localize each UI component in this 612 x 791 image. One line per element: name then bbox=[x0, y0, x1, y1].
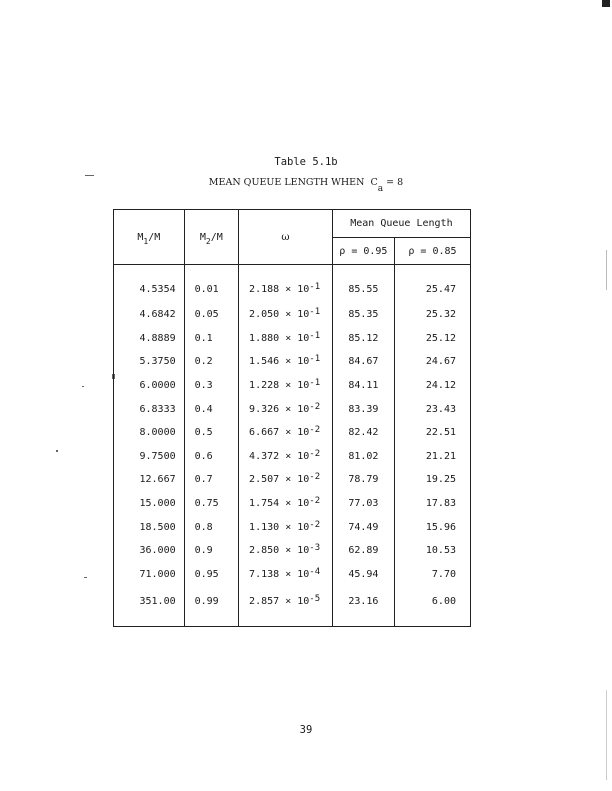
table-row bbox=[114, 539, 471, 563]
cell-m2-m: 0.6 bbox=[184, 445, 238, 469]
cell-q-rho-085: 25.32 bbox=[394, 303, 470, 327]
scan-speck bbox=[56, 450, 58, 452]
cell-m2-m: 0.95 bbox=[184, 563, 238, 587]
cell-omega: $2.507 \times 10^{-2}$ bbox=[239, 468, 333, 492]
subtitle-prefix: MEAN QUEUE LENGTH WHEN bbox=[208, 177, 365, 188]
cell-m1-m: 36.000 bbox=[114, 539, 185, 563]
cell-q-rho-085: 6.00 bbox=[394, 586, 470, 627]
cell-q-rho-085: 23.43 bbox=[394, 397, 470, 421]
cell-q-rho-095: 85.35 bbox=[332, 303, 394, 327]
table-row bbox=[114, 468, 471, 492]
table-row bbox=[114, 445, 471, 469]
cell-q-rho-095: 78.79 bbox=[332, 468, 394, 492]
cell-m1-m: 8.0000 bbox=[114, 421, 185, 445]
table-row bbox=[114, 492, 471, 516]
cell-q-rho-095: 23.16 bbox=[332, 586, 394, 627]
cell-m1-m: 71.000 bbox=[114, 563, 185, 587]
cell-q-rho-085: 22.51 bbox=[394, 421, 470, 445]
cell-m1-m: 6.0000 bbox=[114, 374, 185, 398]
scan-speck bbox=[82, 386, 84, 387]
cell-omega: $1.880 \times 10^{-1}$ bbox=[239, 327, 333, 351]
header-rho-095: ρ = 0.95 bbox=[332, 238, 394, 265]
cell-q-rho-085: 24.12 bbox=[394, 374, 470, 398]
header-m2-m: $M_2/M$ bbox=[184, 210, 238, 265]
table-row bbox=[114, 303, 471, 327]
table-row bbox=[114, 563, 471, 587]
cell-m2-m: 0.99 bbox=[184, 586, 238, 627]
subtitle-var: C bbox=[370, 177, 378, 188]
cell-omega: $1.228 \times 10^{-1}$ bbox=[239, 374, 333, 398]
cell-q-rho-095: 62.89 bbox=[332, 539, 394, 563]
table-row bbox=[114, 515, 471, 539]
cell-omega: $4.372 \times 10^{-2}$ bbox=[239, 445, 333, 469]
table-row bbox=[114, 374, 471, 398]
cell-omega: $2.857 \times 10^{-5}$ bbox=[239, 586, 333, 627]
header-rho-085: ρ = 0.85 bbox=[394, 238, 470, 265]
cell-q-rho-095: 81.02 bbox=[332, 445, 394, 469]
scan-edge-line bbox=[606, 250, 607, 290]
cell-m1-m: 9.7500 bbox=[114, 445, 185, 469]
table-row bbox=[114, 265, 471, 304]
cell-omega: $9.326 \times 10^{-2}$ bbox=[239, 397, 333, 421]
table-row bbox=[114, 350, 471, 374]
cell-m1-m: 4.8889 bbox=[114, 327, 185, 351]
cell-m2-m: 0.01 bbox=[184, 265, 238, 304]
cell-m2-m: 0.7 bbox=[184, 468, 238, 492]
table-row bbox=[114, 327, 471, 351]
cell-q-rho-085: 15.96 bbox=[394, 515, 470, 539]
cell-q-rho-095: 82.42 bbox=[332, 421, 394, 445]
cell-m1-m: 351.00 bbox=[114, 586, 185, 627]
cell-q-rho-085: 25.47 bbox=[394, 265, 470, 304]
scan-speck bbox=[85, 175, 94, 176]
cell-m1-m: 5.3750 bbox=[114, 350, 185, 374]
cell-m2-m: 0.75 bbox=[184, 492, 238, 516]
cell-omega: $1.546 \times 10^{-1}$ bbox=[239, 350, 333, 374]
cell-m1-m: 4.6842 bbox=[114, 303, 185, 327]
header-m1-m: $M_1/M$ bbox=[114, 210, 185, 265]
cell-omega: $2.850 \times 10^{-3}$ bbox=[239, 539, 333, 563]
cell-m2-m: 0.1 bbox=[184, 327, 238, 351]
cell-omega: $2.050 \times 10^{-1}$ bbox=[239, 303, 333, 327]
cell-m2-m: 0.2 bbox=[184, 350, 238, 374]
table-title: Table 5.1b bbox=[274, 156, 338, 168]
cell-q-rho-085: 25.12 bbox=[394, 327, 470, 351]
table-row bbox=[114, 421, 471, 445]
cell-q-rho-095: 45.94 bbox=[332, 563, 394, 587]
cell-m2-m: 0.3 bbox=[184, 374, 238, 398]
table-subtitle bbox=[0, 177, 612, 194]
mean-queue-length-table bbox=[113, 209, 471, 627]
cell-q-rho-095: 83.39 bbox=[332, 397, 394, 421]
cell-m2-m: 0.8 bbox=[184, 515, 238, 539]
header-mean-queue-length: Mean Queue Length bbox=[332, 210, 470, 238]
cell-m2-m: 0.5 bbox=[184, 421, 238, 445]
cell-m1-m: 15.000 bbox=[114, 492, 185, 516]
cell-m1-m: 12.667 bbox=[114, 468, 185, 492]
cell-q-rho-095: 84.11 bbox=[332, 374, 394, 398]
cell-q-rho-085: 21.21 bbox=[394, 445, 470, 469]
cell-m2-m: 0.4 bbox=[184, 397, 238, 421]
table-row bbox=[114, 586, 471, 627]
cell-q-rho-085: 24.67 bbox=[394, 350, 470, 374]
cell-q-rho-095: 84.67 bbox=[332, 350, 394, 374]
cell-omega: $1.130 \times 10^{-2}$ bbox=[239, 515, 333, 539]
cell-omega: $7.138 \times 10^{-4}$ bbox=[239, 563, 333, 587]
cell-m1-m: 6.8333 bbox=[114, 397, 185, 421]
cell-q-rho-085: 17.83 bbox=[394, 492, 470, 516]
cell-q-rho-085: 19.25 bbox=[394, 468, 470, 492]
cell-m2-m: 0.9 bbox=[184, 539, 238, 563]
cell-q-rho-095: 77.03 bbox=[332, 492, 394, 516]
cell-m1-m: 18.500 bbox=[114, 515, 185, 539]
cell-m2-m: 0.05 bbox=[184, 303, 238, 327]
table-row bbox=[114, 397, 471, 421]
cell-q-rho-095: 85.55 bbox=[332, 265, 394, 304]
header-omega: ω bbox=[239, 210, 333, 265]
cell-omega: $1.754 \times 10^{-2}$ bbox=[239, 492, 333, 516]
cell-omega: $2.188 \times 10^{-1}$ bbox=[239, 265, 333, 304]
subtitle-rest: = 8 bbox=[386, 177, 404, 188]
cell-omega: $6.667 \times 10^{-2}$ bbox=[239, 421, 333, 445]
cell-q-rho-095: 74.49 bbox=[332, 515, 394, 539]
cell-q-rho-095: 85.12 bbox=[332, 327, 394, 351]
page-number: 39 bbox=[299, 724, 313, 736]
cell-q-rho-085: 10.53 bbox=[394, 539, 470, 563]
scan-corner-mark bbox=[602, 0, 610, 7]
subtitle-sub: a bbox=[377, 184, 384, 194]
cell-q-rho-085: 7.70 bbox=[394, 563, 470, 587]
scan-speck bbox=[84, 577, 87, 578]
cell-m1-m: 4.5354 bbox=[114, 265, 185, 304]
